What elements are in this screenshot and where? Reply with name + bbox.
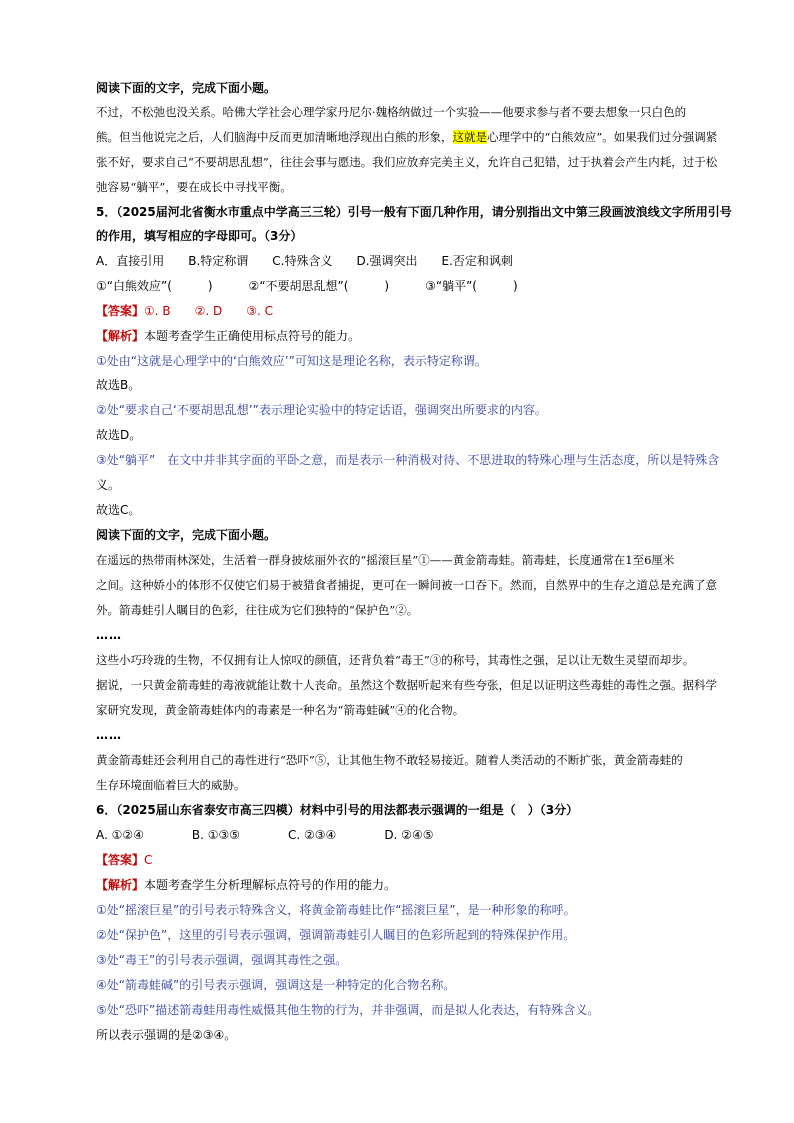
q5-options: A．直接引用 B.特定称谓 C.特殊含义 D.强调突出 E.否定和讽刺	[96, 254, 513, 268]
passage1-line-3: 张不好，要求自己“不要胡思乱想”，往往会事与愿违。我们应放弃完美主义，允许自己犯错，过于执着会产生内耗，过于松	[96, 155, 718, 169]
answer-value: C	[144, 853, 153, 867]
passage2-heading: 阅读下面的文字，完成下面小题。	[96, 528, 277, 542]
q5-analysis-3a: ③处“躺平” 在文中并非其字面的平卧之意，而是表示一种消极对待、不思进取的特殊心理与生活态度，所以是特殊含	[96, 453, 720, 467]
q6-conclusion: 所以表示强调的是②③④。	[96, 1028, 237, 1042]
passage2-p3-line-2: 生存环境面临着巨大的威胁。	[96, 778, 246, 792]
analysis-intro: 本题考查学生分析理解标点符号的作用的能力。	[144, 878, 397, 892]
passage2-p2-line-2: 据说，一只黄金箭毒蛙的毒液就能让数十人丧命。虽然这个数据听起来有些夸张，但足以证明这些毒蛙的毒性之强。据科学	[96, 678, 717, 692]
passage1-line-1: 不过，不松弛也没关系。哈佛大学社会心理学家丹尼尔·魏格纳做过一个实验——他要求参与者不要去想象一只白色的	[96, 105, 687, 119]
q6-item-4: ④处“箭毒蛙碱”的引号表示强调，强调这是一种特定的化合物名称。	[96, 978, 456, 992]
highlighted-text: 这就是	[452, 130, 487, 144]
passage1-heading: 阅读下面的文字，完成下面小题。	[96, 81, 277, 95]
passage1-line-2-b: 心理学中的“白熊效应”。如果我们过分强调紧	[487, 130, 718, 144]
q5-conclusion-1: 故选B。	[96, 378, 141, 392]
q5-analysis-1: ①处由“这就是心理学中的‘白熊效应’”可知这是理论名称，表示特定称谓。	[96, 354, 487, 368]
q5-analysis-intro	[96, 328, 736, 344]
passage2-p1-line-2: 之间。这种娇小的体形不仅使它们易于被猎食者捕捉，更可在一瞬间被一口吞下。然而，自然界中的生存之道总是充满了意	[96, 578, 717, 592]
passage1-line-2-a: 熊。但当他说完之后，人们脑海中反而更加清晰地浮现出白熊的形象，	[96, 130, 453, 144]
ellipsis-1: ……	[96, 628, 122, 642]
analysis-label: 【解析】	[96, 329, 145, 343]
passage2-p2-line-3: 家研究发现，黄金箭毒蛙体内的毒素是一种名为“箭毒蛙碱”④的化合物。	[96, 703, 465, 717]
q5-conclusion-3: 故选C。	[96, 503, 141, 517]
passage2-p3-line-1: 黄金箭毒蛙还会利用自己的毒性进行“恐吓”⑤，让其他生物不敢轻易接近。随着人类活动的不断扩张，黄金箭毒蛙的	[96, 753, 683, 767]
q5-conclusion-2: 故选D。	[96, 428, 142, 442]
q5-stem-2: 的作用，填写相应的字母即可。（3分）	[96, 229, 303, 243]
answer-label: 【答案】	[96, 304, 145, 318]
q6-item-3: ③处“毒王”的引号表示强调，强调其毒性之强。	[96, 953, 348, 967]
q5-analysis-3b: 义。	[96, 478, 121, 492]
q6-item-1: ①处“摇滚巨星”的引号表示特殊含义，将黄金箭毒蛙比作“摇滚巨星”，是一种形象的称呼。	[96, 903, 576, 917]
analysis-intro: 本题考查学生正确使用标点符号的能力。	[144, 329, 361, 343]
q6-answer	[96, 852, 736, 868]
passage2-p2-line-1: 这些小巧玲珑的生物，不仅拥有让人惊叹的颜值，还背负着“毒王”③的称号，其毒性之强，足以让无数生灵望而却步。	[96, 653, 695, 667]
analysis-label: 【解析】	[96, 878, 145, 892]
q5-analysis-2: ②处“要求自己‘不要胡思乱想’”表示理论实验中的特定话语，强调突出所要求的内容。	[96, 403, 547, 417]
q6-analysis-intro	[96, 877, 736, 893]
passage1-line-4: 弛容易“躺平”，要在成长中寻找平衡。	[96, 180, 292, 194]
answer-label: 【答案】	[96, 853, 145, 867]
ellipsis-2: ……	[96, 728, 122, 742]
answer-value: ①. B ②. D ③. C	[144, 304, 274, 318]
q5-stem-1: 5．（2025届河北省衡水市重点中学高三三轮）引号一般有下面几种作用，请分别指出文中第三段画波浪线文字所用引号	[96, 205, 732, 219]
q6-stem: 6．（2025届山东省泰安市高三四模）材料中引号的用法都表示强调的一组是（ ）（3分）	[96, 803, 579, 817]
passage1-line-2	[96, 129, 736, 145]
passage2-p1-line-1: 在遥远的热带雨林深处，生活着一群身披炫丽外衣的“摇滚巨星”①——黄金箭毒蛙。箭毒蛙，长度通常在1至6厘米	[96, 553, 675, 567]
q5-blanks: ①“白熊效应”( ) ②“不要胡思乱想”( ) ③“躺平”( )	[96, 279, 518, 293]
passage2-p1-line-3: 外。箭毒蛙引人瞩目的色彩，往往成为它们独特的“保护色”②。	[96, 603, 419, 617]
q6-options: A. ①②④ B. ①③⑤ C. ②③④ D. ②④⑤	[96, 828, 434, 842]
q6-item-5: ⑤处“恐吓”描述箭毒蛙用毒性威慑其他生物的行为，并非强调，而是拟人化表达，有特殊含义。	[96, 1003, 600, 1017]
q6-item-2: ②处“保护色”，这里的引号表示强调，强调箭毒蛙引人瞩目的色彩所起到的特殊保护作用。	[96, 928, 576, 942]
q5-answer	[96, 303, 736, 319]
